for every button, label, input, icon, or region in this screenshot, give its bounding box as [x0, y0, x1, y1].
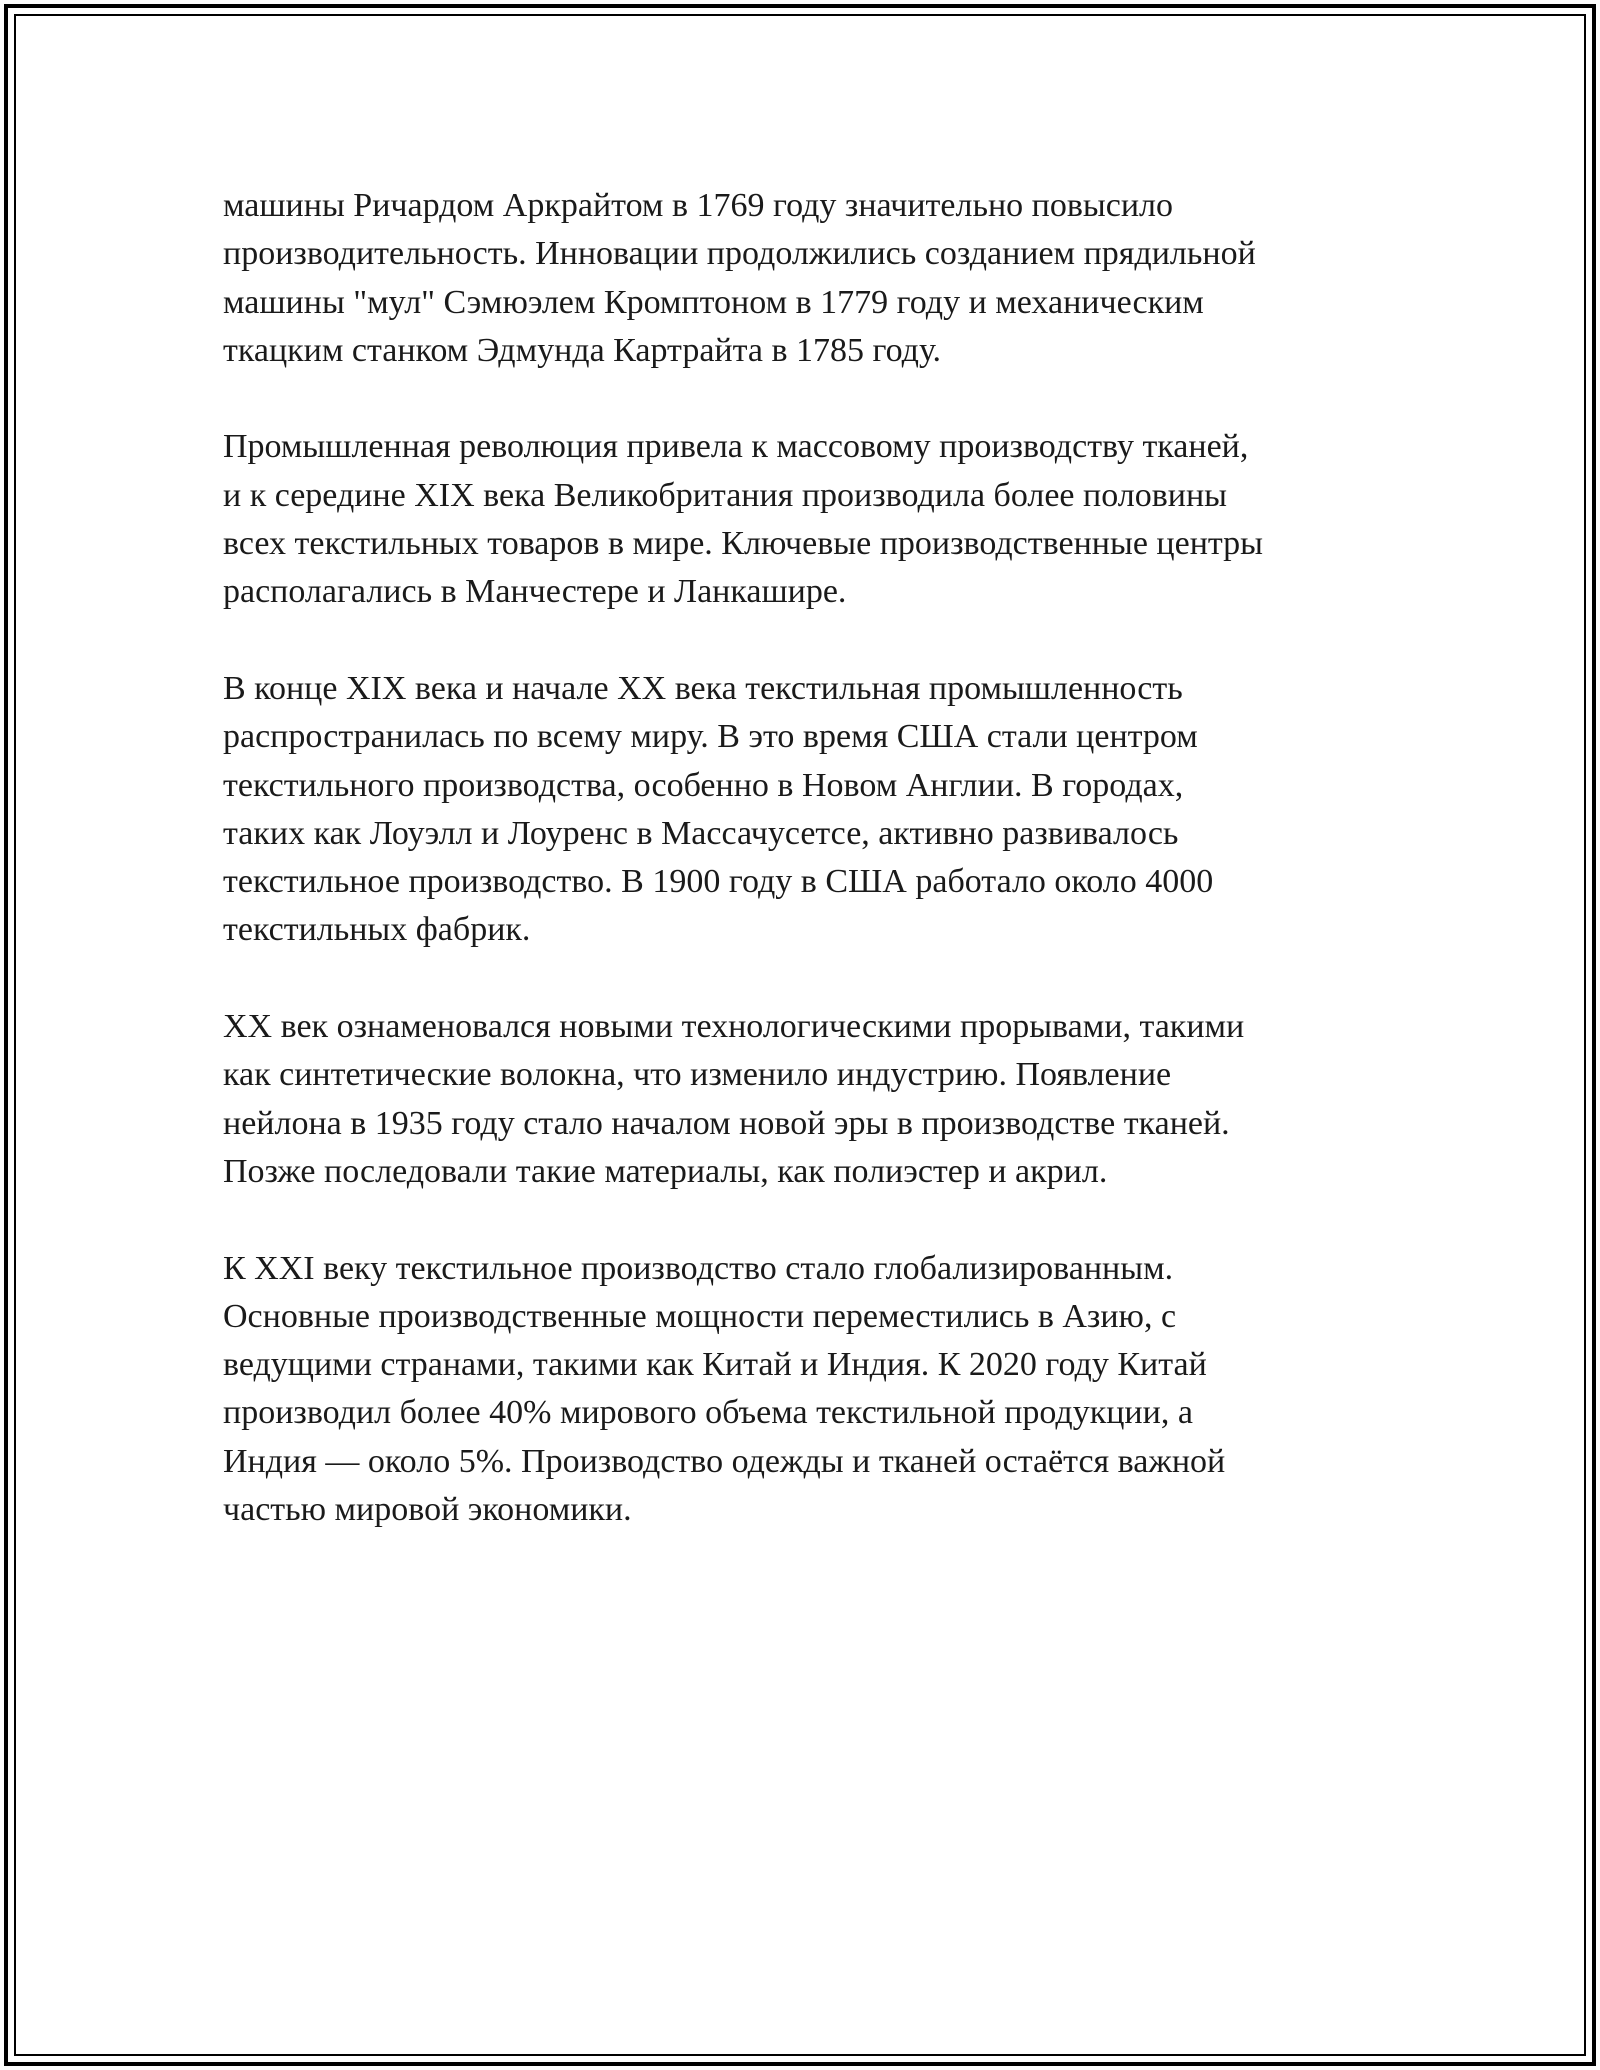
text-line: Позже последовали такие материалы, как полиэстер и акрил. [223, 1152, 1108, 1190]
text-line: машины "мул" Сэмюэлем Кромптоном в 1779 году и механическим [223, 283, 1204, 321]
text-line: и к середине XIX века Великобритания производила более половины [223, 476, 1228, 514]
text-line: текстильное производство. В 1900 году в США работало около 4000 [223, 863, 1214, 901]
text-line: производил более 40% мирового объема текстильной продукции, а [223, 1394, 1193, 1432]
text-line: В конце XIX века и начале XX века текстильная промышленность [223, 669, 1183, 707]
paragraph-synthetic-fibers [223, 1003, 1383, 1196]
paragraph-usa-textile [223, 665, 1383, 955]
document-body [223, 182, 1383, 1583]
text-line: производительность. Инновации продолжились созданием прядильной [223, 235, 1256, 273]
text-line: нейлона в 1935 году стало началом новой эры в производстве тканей. [223, 1104, 1230, 1142]
text-line: Промышленная революция привела к массовому производству тканей, [223, 428, 1249, 466]
text-line: ткацким станком Эдмунда Картрайта в 1785 году. [223, 331, 942, 369]
paragraph-globalization [223, 1245, 1383, 1535]
text-line: как синтетические волокна, что изменило индустрию. Появление [223, 1056, 1172, 1094]
text-line: К XXI веку текстильное производство стало глобализированным. [223, 1249, 1174, 1287]
text-line: текстильных фабрик. [223, 911, 531, 949]
paragraph-industrial-revolution [223, 423, 1383, 616]
text-line: ведущими странами, такими как Китай и Индия. К 2020 году Китай [223, 1346, 1207, 1384]
text-line: располагались в Манчестере и Ланкашире. [223, 573, 847, 611]
text-line: частью мировой экономики. [223, 1491, 632, 1529]
text-line: Основные производственные мощности переместились в Азию, с [223, 1297, 1177, 1335]
text-line: текстильного производства, особенно в Новом Англии. В городах, [223, 766, 1184, 804]
text-line: Индия — около 5%. Производство одежды и тканей остаётся важной [223, 1442, 1226, 1480]
text-line: всех текстильных товаров в мире. Ключевые производственные центры [223, 525, 1264, 563]
text-line: таких как Лоуэлл и Лоуренс в Массачусетсе, активно развивалось [223, 814, 1179, 852]
text-line: XX век ознаменовался новыми технологическими прорывами, такими [223, 1008, 1245, 1046]
paragraph-arkwright [223, 182, 1383, 375]
text-line: машины Ричардом Аркрайтом в 1769 году значительно повысило [223, 187, 1174, 224]
text-line: распространилась по всему миру. В это время США стали центром [223, 718, 1198, 756]
